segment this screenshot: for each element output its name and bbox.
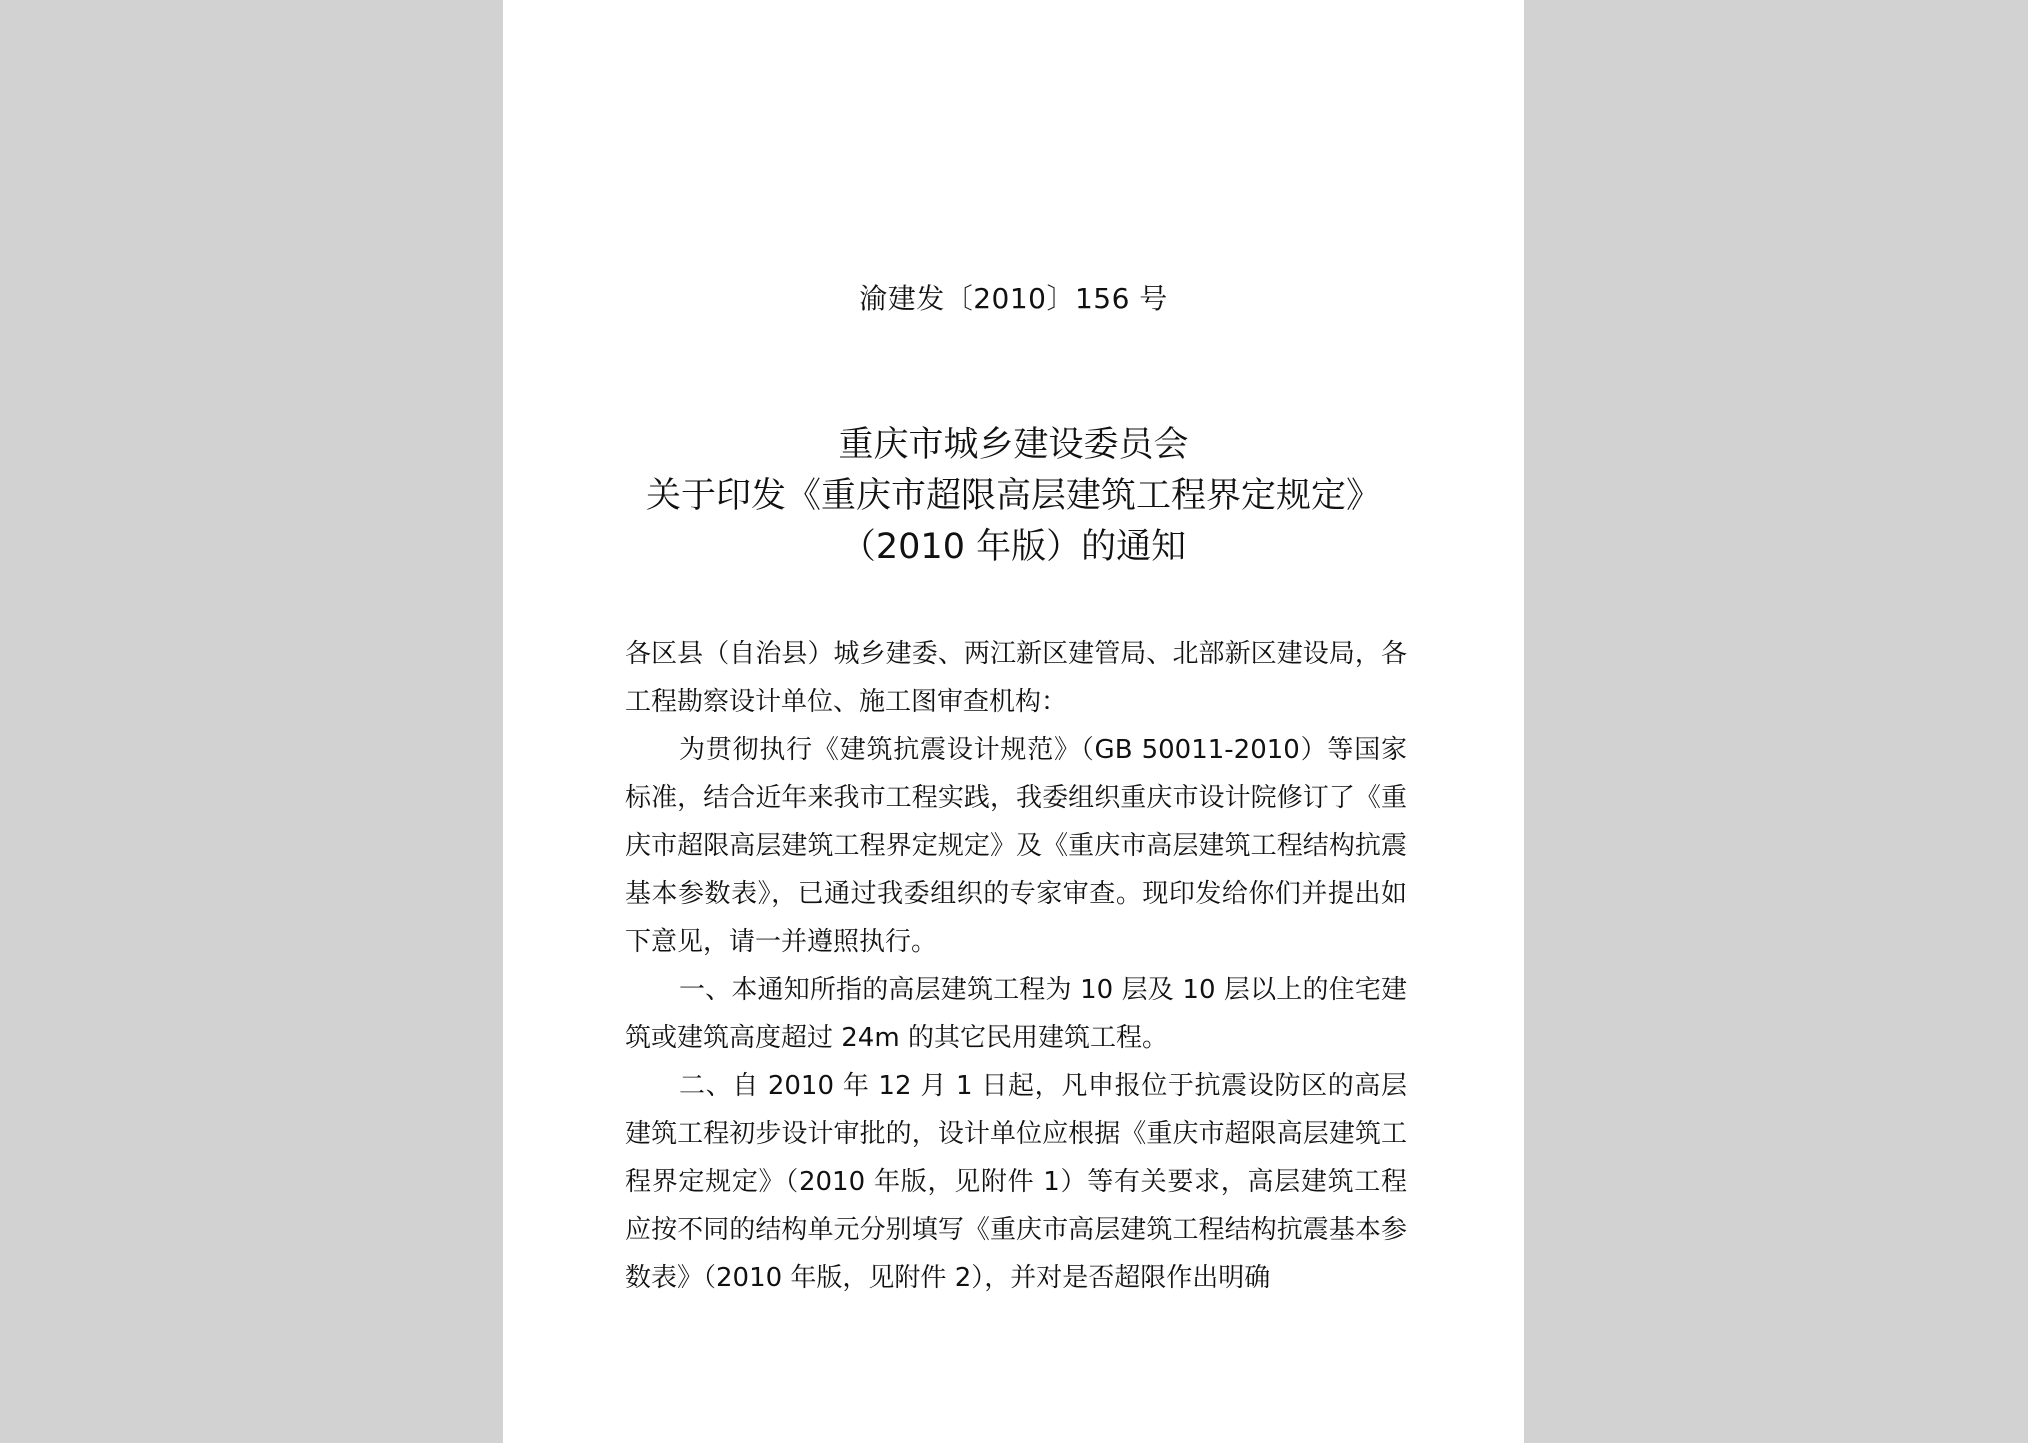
- title-line: （2010 年版）的通知: [840, 527, 1187, 567]
- paragraph: 二、自 2010 年 12 月 1 日起，凡申报位于抗震设防区的高层建筑工程初步设计审批的，设计单位应根据《重庆市超限高层建筑工程界定规定》（2010 年版，见附件 1）等有关要求，高层建筑工程应按不同的结构单元分别填写《重庆市高层建筑工程结构抗震基本参数表》（2010 年版，见附件 2），并对是否超限作出明确: [625, 1071, 1407, 1293]
- addressee: 各区县（自治县）城乡建委、两江新区建管局、北部新区建设局，各工程勘察设计单位、施工图审查机构：: [625, 639, 1407, 717]
- paragraph: 为贯彻执行《建筑抗震设计规范》（GB 50011-2010）等国家标准，结合近年来我市工程实践，我委组织重庆市设计院修订了《重庆市超限高层建筑工程界定规定》及《重庆市高层建筑工程结构抗震基本参数表》，已通过我委组织的专家审查。现印发给你们并提出如下意见，请一并遵照执行。: [625, 735, 1407, 957]
- document-number: 渝建发〔2010〕156 号: [859, 282, 1168, 315]
- title-line: 关于印发《重庆市超限高层建筑工程界定规定》: [645, 476, 1381, 516]
- document-page: [503, 0, 1524, 1443]
- document-body: [625, 630, 1407, 1302]
- document-title: [503, 420, 1524, 573]
- title-line: 重庆市城乡建设委员会: [838, 425, 1189, 465]
- paragraph: 一、本通知所指的高层建筑工程为 10 层及 10 层以上的住宅建筑或建筑高度超过 24m 的其它民用建筑工程。: [625, 975, 1407, 1053]
